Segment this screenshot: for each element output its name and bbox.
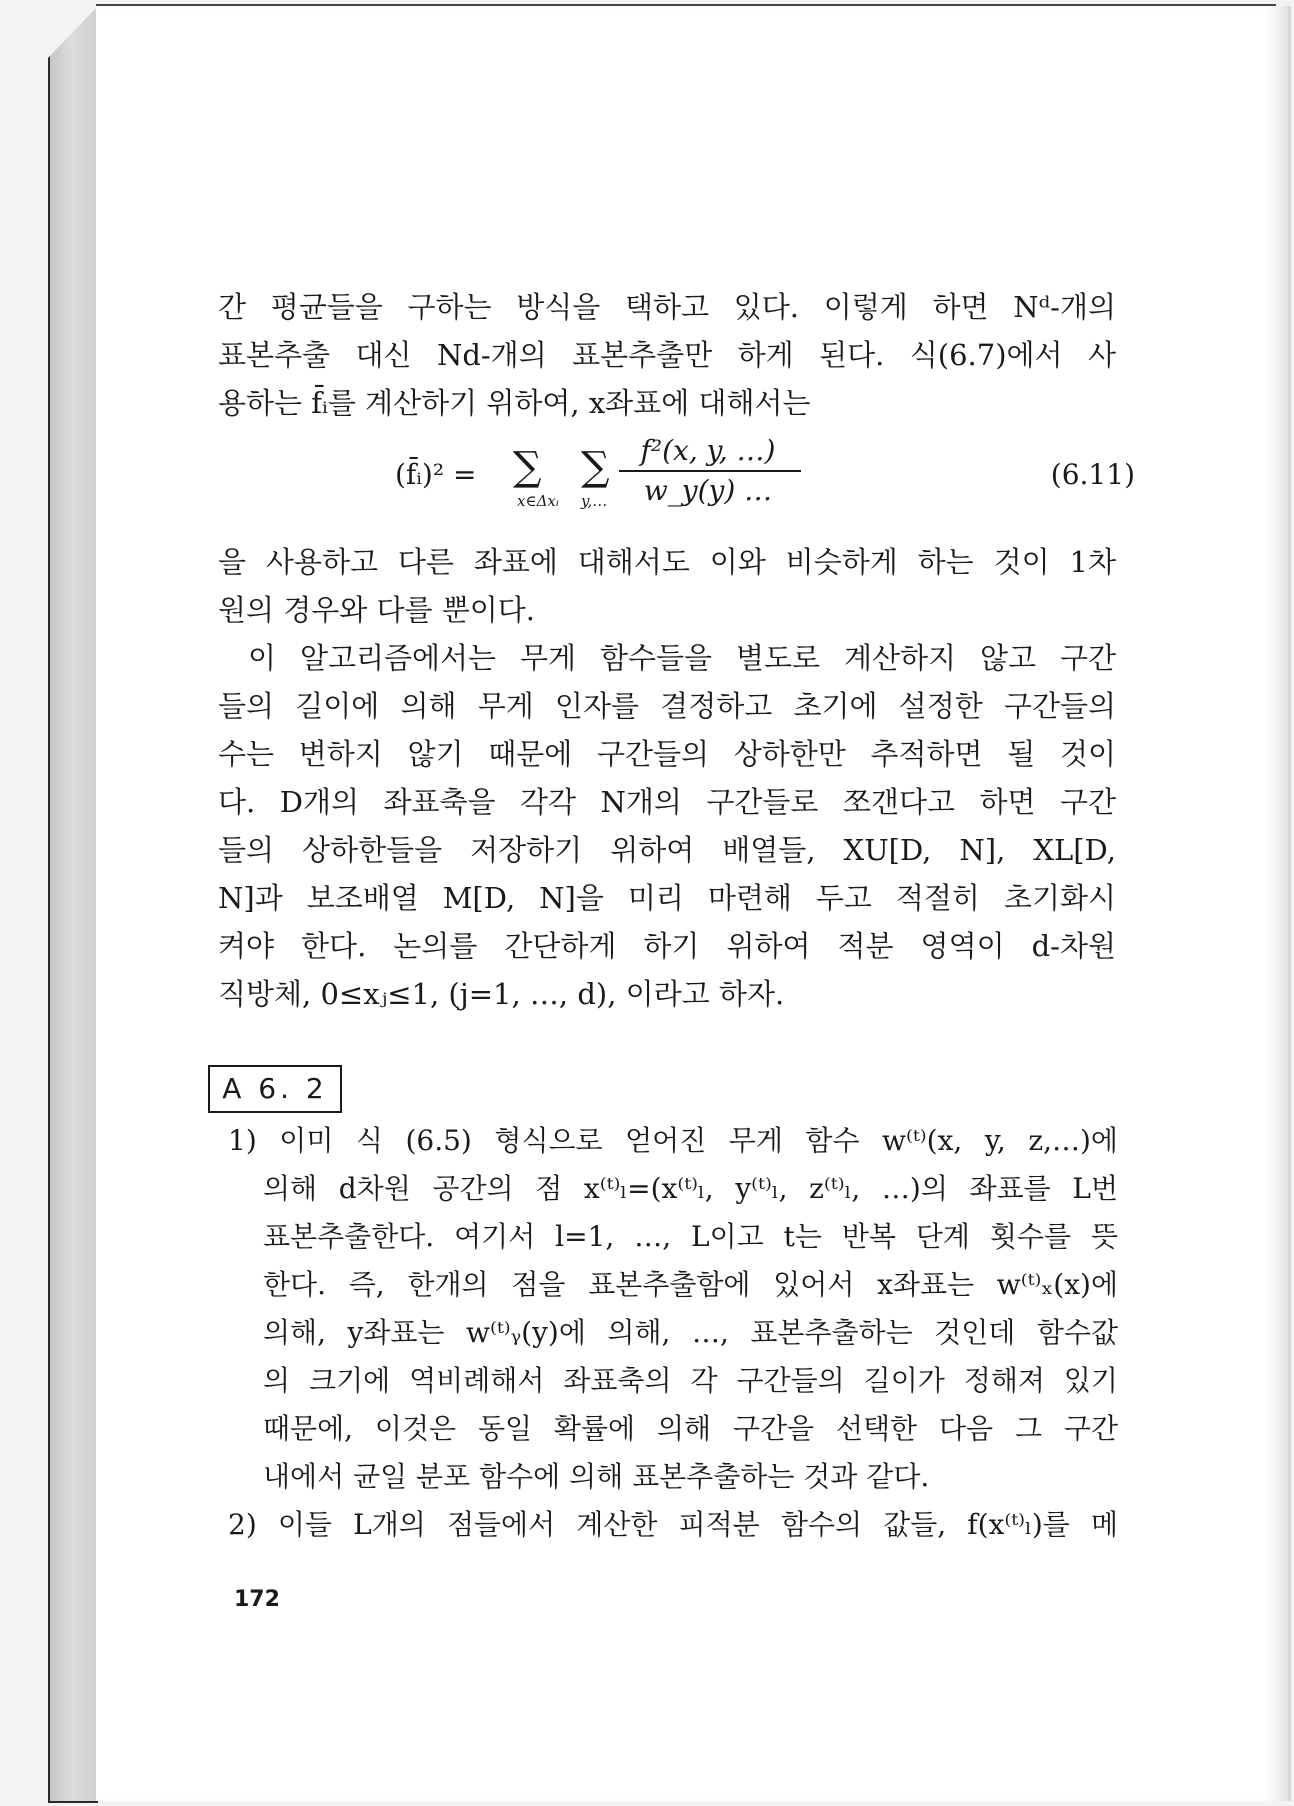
- paragraph-3: [218, 634, 1116, 1018]
- fraction-bar: [619, 470, 801, 472]
- text-line: 의해, y좌표는 w⁽ᵗ⁾ᵧ(y)에 의해, …, 표본추출하는 것인데 함수값: [263, 1316, 1118, 1349]
- text-line: 의해 d차원 공간의 점 x⁽ᵗ⁾ₗ=(x⁽ᵗ⁾ₗ, y⁽ᵗ⁾ₗ, z⁽ᵗ⁾ₗ, …)의 좌표를 L번: [263, 1172, 1118, 1205]
- equation-6-11: [395, 434, 1135, 530]
- text-line: N]과 보조배열 M[D, N]을 미리 마련해 두고 적절히 초기화시: [218, 881, 1116, 915]
- algorithm-step-2: [228, 1501, 1118, 1549]
- text-line: 원의 경우와 다를 뿐이다.: [218, 593, 536, 627]
- algorithm-step-1: [228, 1117, 1118, 1501]
- fraction-denominator: w_y(y) …: [643, 474, 773, 507]
- text-line: 들의 길이에 의해 무게 인자를 결정하고 초기에 설정한 구간들의: [218, 689, 1116, 723]
- text-line: 다. D개의 좌표축을 각각 N개의 구간들로 쪼갠다고 하면 구간: [218, 785, 1116, 819]
- text-line: 한다. 즉, 한개의 점을 표본추출함에 있어서 x좌표는 w⁽ᵗ⁾ₓ(x)에: [263, 1268, 1118, 1301]
- text-line: 의 크기에 역비례해서 좌표축의 각 구간들의 길이가 정해져 있기: [263, 1364, 1118, 1397]
- equation-label: (6.11): [1050, 458, 1135, 491]
- text-line: 간 평균들을 구하는 방식을 택하고 있다. 이렇게 하면 Nᵈ-개의: [218, 290, 1116, 324]
- text-line: 표본추출 대신 Nd-개의 표본추출만 하게 된다. 식(6.7)에서 사: [218, 338, 1116, 372]
- text-line: 수는 변하지 않기 때문에 구간들의 상하한만 추적하면 될 것이: [218, 737, 1116, 771]
- fraction-numerator: f²(x, y, …): [640, 434, 776, 467]
- paragraph-2: [218, 538, 1116, 634]
- text-line: 이 알고리즘에서는 무게 함수들을 별도로 계산하지 않고 구간: [248, 641, 1116, 675]
- text-line: 1) 이미 식 (6.5) 형식으로 얻어진 무게 함수 w⁽ᵗ⁾(x, y, z,…)에: [228, 1124, 1118, 1157]
- summation-subscript: x∈Δxᵢ: [517, 492, 559, 510]
- page-number: 172: [234, 1587, 280, 1612]
- summation-subscript: y,…: [581, 492, 608, 510]
- text-line: 켜야 한다. 논의를 간단하게 하기 위하여 적분 영역이 d-차원: [218, 929, 1116, 963]
- text-line: 용하는 f̄ᵢ를 계산하기 위하여, x좌표에 대해서는: [218, 386, 811, 420]
- paragraph-1: [218, 283, 1116, 427]
- summation-symbol: ∑: [513, 444, 542, 490]
- text-line: 들의 상하한들을 저장하기 위하여 배열들, XU[D, N], XL[D,: [218, 833, 1116, 867]
- text-line: 때문에, 이것은 동일 확률에 의해 구간을 선택한 다음 그 구간: [263, 1412, 1118, 1445]
- text-line: 을 사용하고 다른 좌표에 대해서도 이와 비슷하게 하는 것이 1차: [218, 545, 1116, 579]
- text-line: 직방체, 0≤xⱼ≤1, (j=1, …, d), 이라고 하자.: [218, 977, 785, 1011]
- equation-lhs: (f̄ᵢ)² =: [395, 458, 477, 491]
- text-line: 표본추출한다. 여기서 l=1, …, L이고 t는 반복 단계 횟수를 뜻: [263, 1220, 1118, 1253]
- algorithm-label: A 6. 2: [208, 1065, 342, 1113]
- summation-symbol: ∑: [581, 444, 610, 490]
- text-line: 2) 이들 L개의 점들에서 계산한 피적분 함수의 값들, f(x⁽ᵗ⁾ₗ)를 메: [228, 1508, 1118, 1541]
- text-line: 내에서 균일 분포 함수에 의해 표본추출하는 것과 같다.: [263, 1460, 930, 1493]
- book-spine: [48, 6, 98, 1803]
